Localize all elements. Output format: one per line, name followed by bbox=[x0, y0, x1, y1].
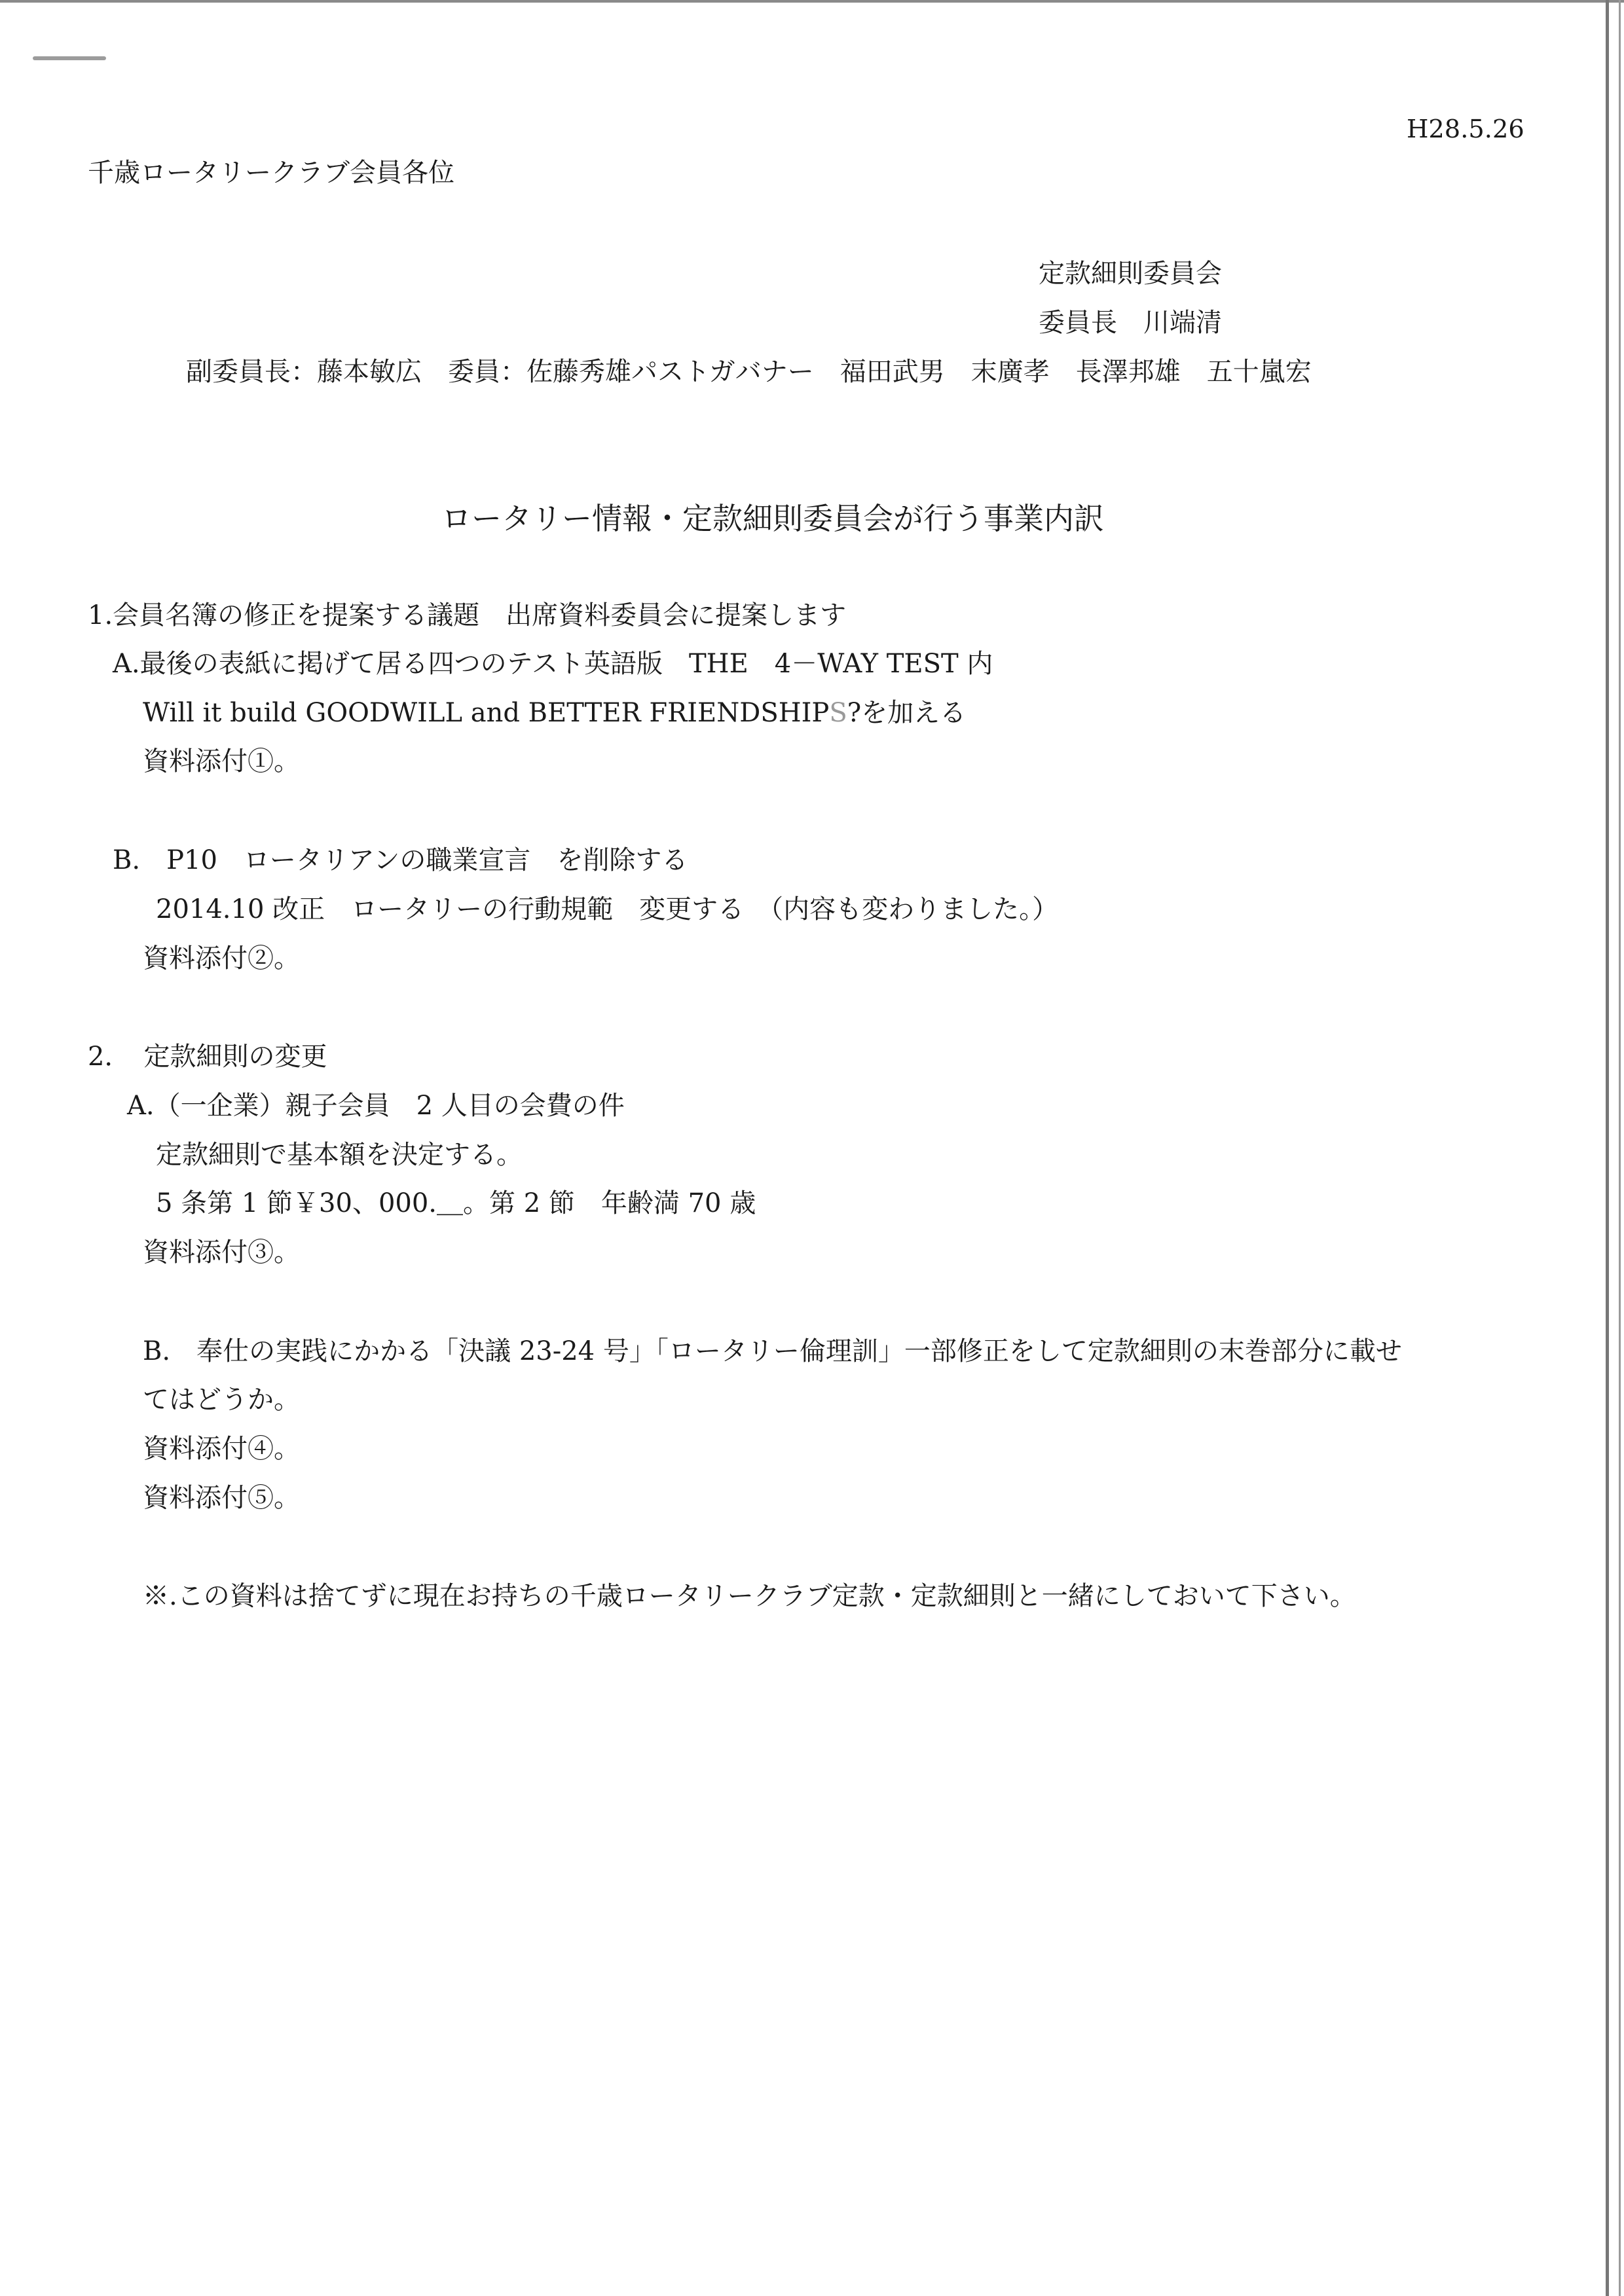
scan-mark bbox=[33, 56, 106, 60]
section2-item-a-line1: A.（一企業）親子会員 2 人目の会費の件 bbox=[127, 1091, 625, 1121]
section2-item-b-attachment1: 資料添付④。 bbox=[143, 1434, 300, 1464]
section2-item-a-attachment: 資料添付③。 bbox=[143, 1237, 300, 1267]
section1-item-a-attachment: 資料添付①。 bbox=[143, 746, 300, 776]
section2-item-b-line1: B. 奉仕の実践にかかる「決議 23-24 号」「ロータリー倫理訓」一部修正をして定款細則の末巻部分に載せ bbox=[143, 1336, 1402, 1366]
document-date: H28.5.26 bbox=[1407, 115, 1524, 144]
line2-main: Will it build GOODWILL and BETTER FRIENDSHIP bbox=[143, 698, 830, 728]
section2-item-b-attachment2: 資料添付⑤。 bbox=[143, 1483, 300, 1513]
scan-edge-top bbox=[0, 0, 1624, 3]
section2-item-a-line3: 5 条第 1 節￥30、000.＿。第 2 節 年齢満 70 歳 bbox=[156, 1188, 756, 1218]
addressee: 千歳ロータリークラブ会員各位 bbox=[88, 158, 454, 188]
section2-heading: 2． 定款細則の変更 bbox=[88, 1042, 327, 1072]
scan-edge-right bbox=[1606, 0, 1609, 2296]
line2-tail: ?を加える bbox=[847, 698, 967, 728]
committee-members: 副委員長：藤本敏広 委員：佐藤秀雄パストガバナー 福田武男 末廣孝 長澤邦雄 五十嵐宏 bbox=[186, 357, 1312, 387]
committee-name: 定款細則委員会 bbox=[1039, 259, 1222, 289]
section1-heading: 1.会員名簿の修正を提案する議題 出席資料委員会に提案します bbox=[88, 600, 847, 630]
section1-item-a-line2 bbox=[143, 696, 966, 730]
section1-item-b-attachment: 資料添付②。 bbox=[143, 943, 300, 974]
line2-faint-letter: S bbox=[829, 698, 847, 728]
section1-item-b-line2: 2014.10 改正 ロータリーの行動規範 変更する （内容も変わりました。） bbox=[156, 894, 1059, 924]
document-title: ロータリー情報・定款細則委員会が行う事業内訳 bbox=[441, 501, 1104, 536]
scan-edge-right-outer bbox=[1619, 0, 1621, 2296]
section1-item-a-line1: A.最後の表紙に掲げて居る四つのテスト英語版 THE 4－WAY TEST 内 bbox=[113, 649, 993, 679]
section2-item-a-line2: 定款細則で基本額を決定する。 bbox=[156, 1140, 523, 1170]
section2-note: ※.この資料は捨てずに現在お持ちの千歳ロータリークラブ定款・定款細則と一緒にしておいて下さい。 bbox=[143, 1581, 1356, 1611]
section2-item-b-line2: てはどうか。 bbox=[143, 1385, 300, 1415]
committee-chair: 委員長 川端清 bbox=[1039, 308, 1222, 338]
section1-item-b-line1: B. P10 ロータリアンの職業宣言 を削除する bbox=[113, 845, 688, 875]
